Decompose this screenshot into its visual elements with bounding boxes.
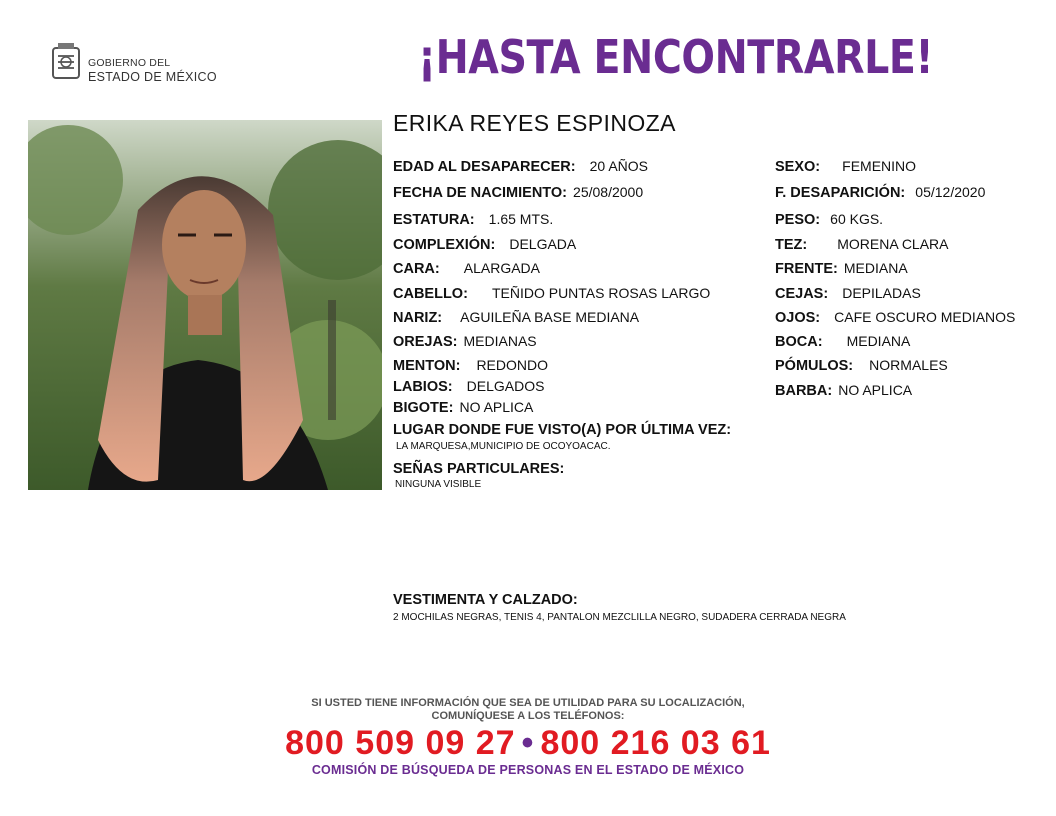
field-eyebrows xyxy=(775,285,921,302)
field-value: MEDIANAS xyxy=(463,333,537,349)
field-value: AGUILEÑA BASE MEDIANA xyxy=(460,309,640,325)
field-lips xyxy=(393,378,544,395)
field-disappearance-date xyxy=(775,184,985,201)
field-value: NO APLICA xyxy=(459,399,534,415)
phone-number-1: 800 509 09 27 xyxy=(285,724,516,762)
last-seen-value: LA MARQUESA,MUNICIPIO DE OCOYOACAC. xyxy=(396,441,611,452)
field-ears xyxy=(393,333,537,350)
commission-name: COMISIÓN DE BÚSQUEDA DE PERSONAS EN EL ESTADO DE MÉXICO xyxy=(311,763,745,777)
field-label: BIGOTE: xyxy=(393,400,454,416)
field-value: ALARGADA xyxy=(463,260,540,276)
field-height xyxy=(393,211,553,228)
field-value: REDONDO xyxy=(476,357,548,373)
last-seen-label: LUGAR DONDE FUE VISTO(A) POR ÚLTIMA VEZ: xyxy=(393,422,732,438)
logo-line1: GOBIERNO DEL xyxy=(88,57,171,69)
headline: ¡HASTA ENCONTRARLE! xyxy=(418,30,934,84)
field-value: MORENA CLARA xyxy=(837,236,949,252)
field-sex xyxy=(775,158,916,175)
field-mouth xyxy=(775,333,910,350)
field-value: CAFE OSCURO MEDIANOS xyxy=(834,309,1016,325)
field-value: TEÑIDO PUNTAS ROSAS LARGO xyxy=(491,285,711,301)
field-label: MENTON: xyxy=(393,358,461,374)
field-birthdate xyxy=(393,184,643,201)
field-label: NARIZ: xyxy=(393,310,443,326)
field-face xyxy=(393,260,540,277)
field-value: 1.65 MTS. xyxy=(488,211,554,227)
field-label: CEJAS: xyxy=(775,286,829,302)
field-mustache xyxy=(393,399,533,416)
field-value: 25/08/2000 xyxy=(573,184,644,200)
field-age xyxy=(393,158,648,175)
field-value: 05/12/2020 xyxy=(915,184,986,200)
field-chin xyxy=(393,357,548,374)
field-complexion xyxy=(775,236,949,253)
field-label: BOCA: xyxy=(775,334,823,350)
state-seal-icon xyxy=(50,42,82,82)
field-label: PESO: xyxy=(775,212,821,228)
field-value: FEMENINO xyxy=(842,158,917,174)
field-label: OREJAS: xyxy=(393,334,458,350)
separator-dot: • xyxy=(521,724,535,762)
field-label: CABELLO: xyxy=(393,286,468,302)
contact-info-line1: SI USTED TIENE INFORMACIÓN QUE SEA DE UTILIDAD PARA SU LOCALIZACIÓN, xyxy=(311,697,745,709)
field-eyes xyxy=(775,309,1015,326)
field-value: MEDIANA xyxy=(846,333,911,349)
person-photo xyxy=(28,120,382,490)
contact-info xyxy=(0,697,1056,723)
field-value: MEDIANA xyxy=(843,260,908,276)
field-label: LABIOS: xyxy=(393,379,453,395)
field-label: OJOS: xyxy=(775,310,821,326)
field-label: ESTATURA: xyxy=(393,212,475,228)
clothing-label: VESTIMENTA Y CALZADO: xyxy=(393,592,578,608)
field-label: SEXO: xyxy=(775,159,821,175)
field-build xyxy=(393,236,576,253)
field-label: F. DESAPARICIÓN: xyxy=(775,185,906,201)
contact-info-line2: COMUNÍQUESE A LOS TELÉFONOS: xyxy=(431,710,625,722)
field-nose xyxy=(393,309,639,326)
field-label: CARA: xyxy=(393,261,440,277)
phone-number-2: 800 216 03 61 xyxy=(540,724,771,762)
field-label: FECHA DE NACIMIENTO: xyxy=(393,185,567,201)
field-cheekbones xyxy=(775,357,948,374)
field-value: 60 KGS. xyxy=(830,211,884,227)
clothing-value: 2 MOCHILAS NEGRAS, TENIS 4, PANTALON MEZCLILLA NEGRO, SUDADERA CERRADA NEGRA xyxy=(393,612,846,623)
field-value: NORMALES xyxy=(869,357,948,373)
field-value: NO APLICA xyxy=(838,382,913,398)
field-label: COMPLEXIÓN: xyxy=(393,237,496,253)
field-value: 20 AÑOS xyxy=(589,158,649,174)
field-forehead xyxy=(775,260,908,277)
person-name: ERIKA REYES ESPINOZA xyxy=(393,110,676,136)
field-hair xyxy=(393,285,710,302)
field-label: PÓMULOS: xyxy=(775,358,854,374)
field-label: EDAD AL DESAPARECER: xyxy=(393,159,576,175)
phone-numbers xyxy=(0,724,1056,763)
marks-label: SEÑAS PARTICULARES: xyxy=(393,461,565,477)
field-weight xyxy=(775,211,883,228)
government-logo xyxy=(50,42,220,84)
field-label: TEZ: xyxy=(775,237,808,253)
field-beard xyxy=(775,382,912,399)
field-value: DELGADA xyxy=(509,236,577,252)
field-value: DEPILADAS xyxy=(842,285,921,301)
marks-value: NINGUNA VISIBLE xyxy=(395,479,482,490)
field-label: FRENTE: xyxy=(775,261,838,277)
field-value: DELGADOS xyxy=(466,378,545,394)
logo-line2: ESTADO DE MÉXICO xyxy=(88,70,217,84)
field-label: BARBA: xyxy=(775,383,833,399)
